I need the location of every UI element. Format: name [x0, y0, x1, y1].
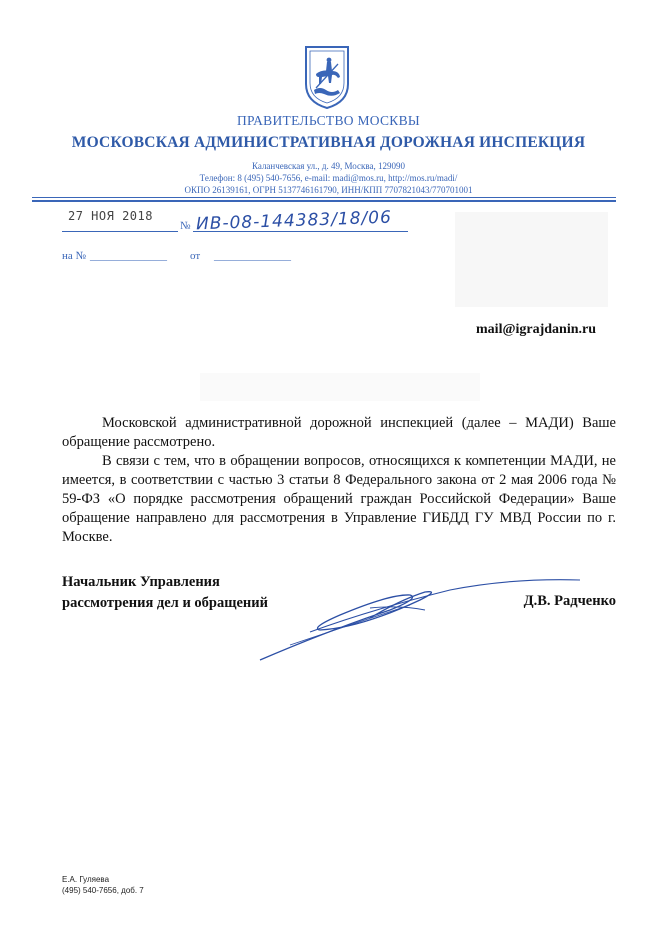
number-label: № — [180, 220, 191, 232]
organization-address: Каланчевская ул., д. 49, Москва, 129090 — [251, 161, 405, 171]
handwritten-signature — [250, 570, 590, 670]
reference-label: на № — [62, 250, 87, 262]
government-title: ПРАВИТЕЛЬСТВО МОСКВЫ — [236, 113, 420, 128]
executor-phone: (495) 540-7656, доб. 7 — [62, 886, 144, 895]
body-paragraph-2-text: В связи с тем, что в обращении вопросов, относящихся к компетенции МАДИ, не имеется, в соответствии с частью 3 статьи 8 Федерального закона от 2 мая 2006 года № 59-ФЗ «О порядке рассмотрения обращений граждан Российской Федерации» Ваше обращение направлено для рассмотрения в Управление ГИБДД ГУ МВД России по г. Москве. — [62, 453, 616, 545]
reference-blank: ______________ — [90, 250, 167, 262]
number-underline — [193, 231, 408, 232]
date-underline — [62, 231, 178, 232]
executor-name: Е.А. Гуляева — [62, 875, 110, 884]
body-paragraph-1-text: Московской административной дорожной инспекцией (далее – МАДИ) Ваше обращение рассмотрено. — [62, 415, 616, 450]
from-label: от — [190, 250, 201, 262]
executor-info — [62, 874, 144, 896]
organization-contacts: Телефон: 8 (495) 540-7656, e-mail: madi@mos.ru, http://mos.ru/madi/ — [199, 173, 458, 183]
organization-registry: ОКПО 26139161, ОГРН 5137746161790, ИНН/КПП 7707821043/770701001 — [184, 185, 473, 195]
recipient-email: mail@igrajdanin.ru — [476, 322, 596, 337]
letterhead-divider-thick — [32, 200, 616, 202]
body-paragraph-2 — [62, 452, 616, 547]
redacted-recipient-block — [455, 212, 608, 307]
signatory-title-line-1: Начальник Управления — [62, 574, 220, 590]
registration-date-stamp: 27 НОЯ 2018 — [68, 209, 153, 223]
moscow-coat-of-arms-icon — [302, 44, 352, 110]
body-paragraph-1 — [62, 414, 616, 452]
signatory-title — [62, 572, 268, 614]
signatory-title-line-2: рассмотрения дел и обращений — [62, 595, 268, 611]
signatory-name: Д.В. Радченко — [523, 593, 616, 609]
from-blank: ______________ — [214, 250, 291, 262]
organization-title: МОСКОВСКАЯ АДМИНИСТРАТИВНАЯ ДОРОЖНАЯ ИНСПЕКЦИЯ — [71, 134, 586, 151]
redacted-salutation — [200, 373, 480, 401]
registration-number: ИВ-08-144383/18/06 — [195, 207, 393, 235]
letterhead-divider-thin — [32, 197, 616, 198]
